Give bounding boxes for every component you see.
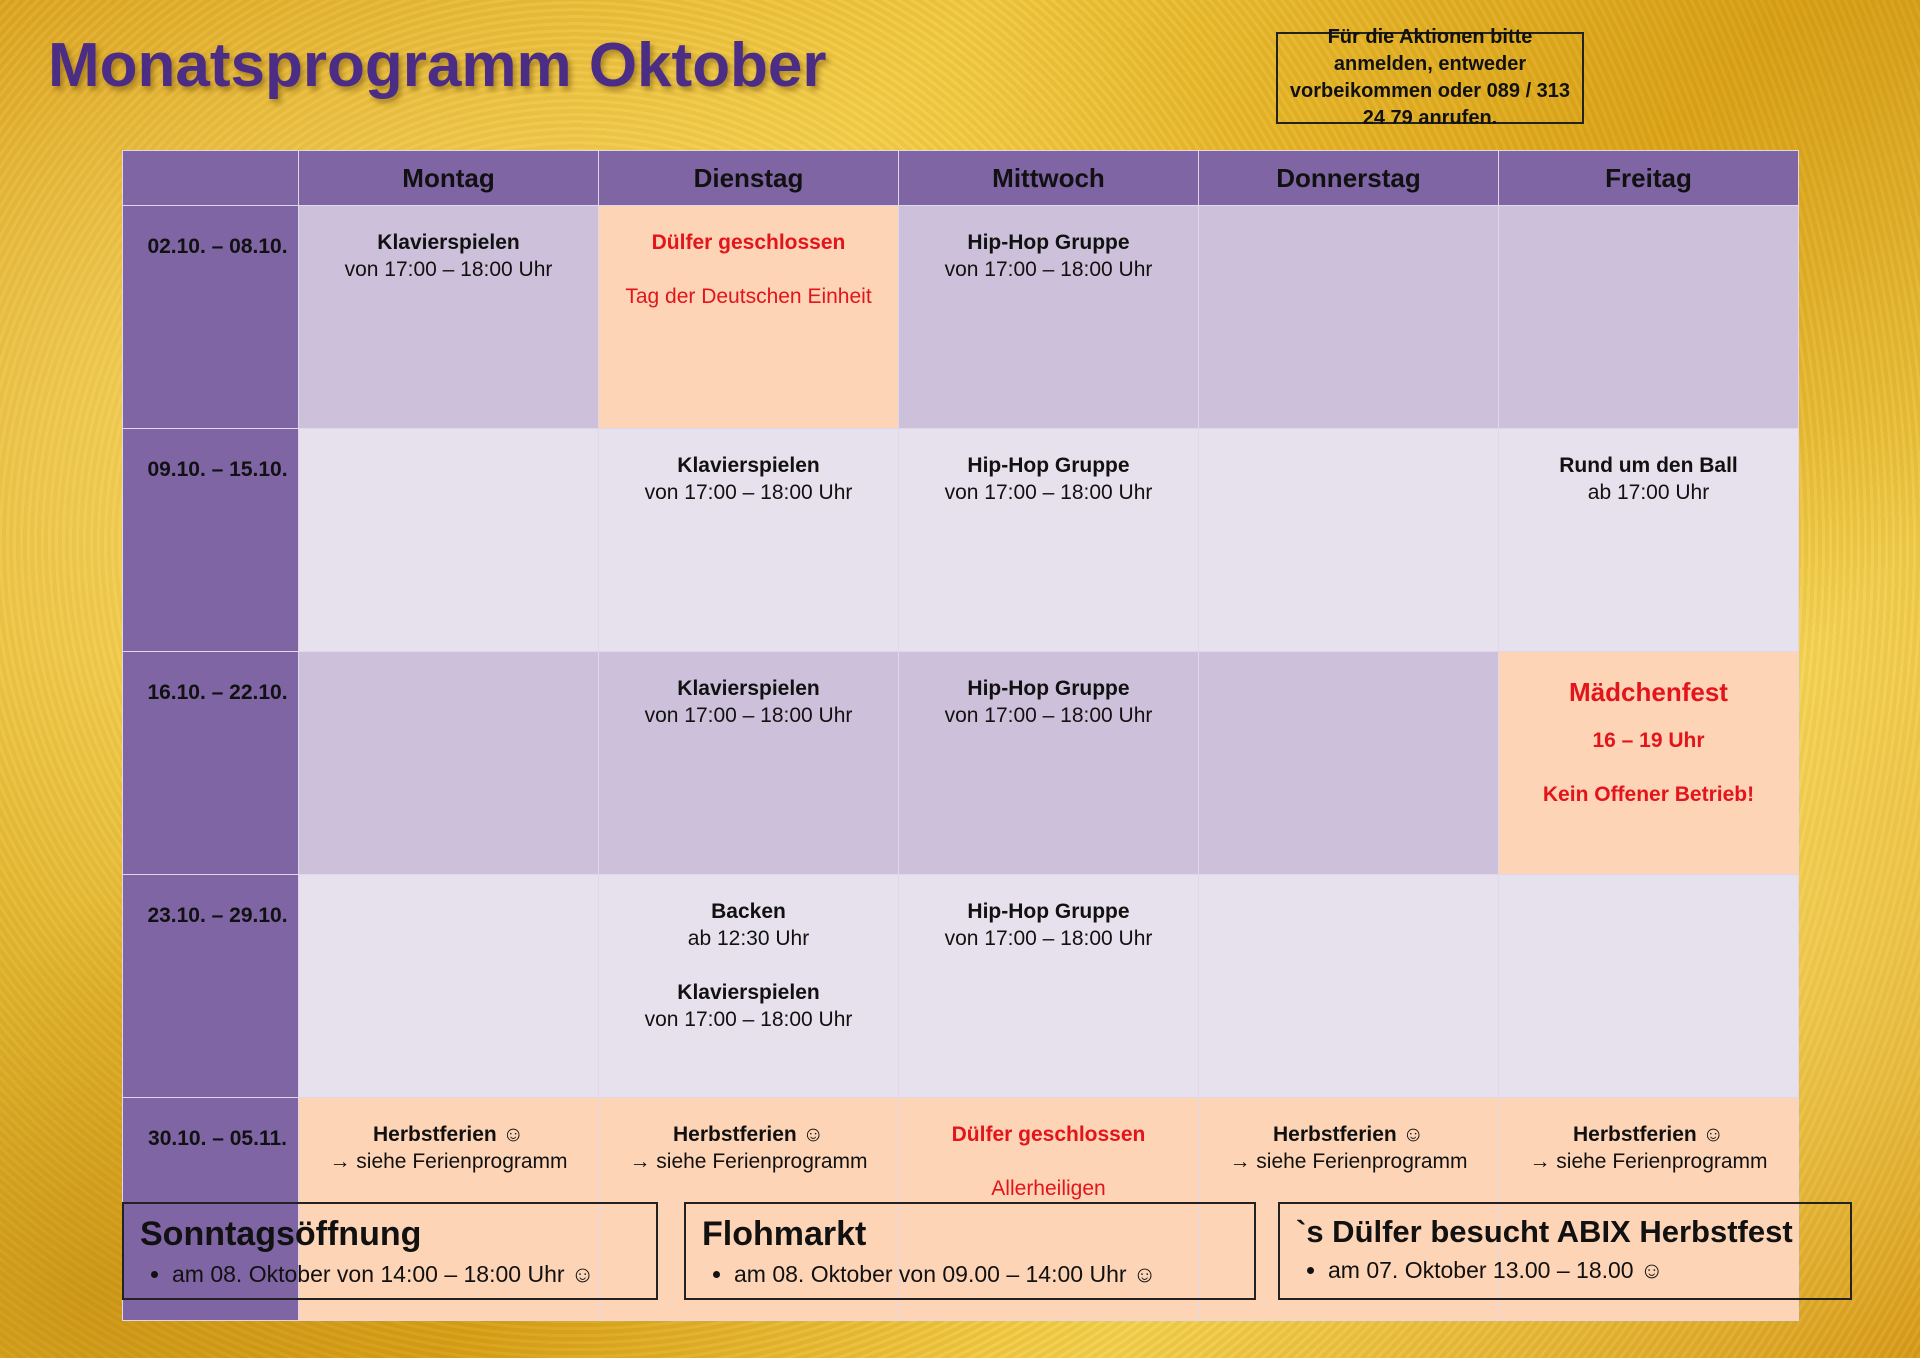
info-box-item: • am 08. Oktober von 14:00 – 18:00 Uhr ☺ bbox=[172, 1260, 640, 1288]
corner-cell bbox=[123, 151, 299, 206]
event-time: von 17:00 – 18:00 Uhr bbox=[644, 481, 853, 504]
event-note: Allerheiligen bbox=[991, 1177, 1106, 1200]
event-title: Herbstferien ☺ bbox=[1273, 1123, 1424, 1146]
info-box-abix-herbstfest bbox=[1278, 1202, 1852, 1300]
event-cell bbox=[899, 429, 1199, 652]
event-cell bbox=[899, 652, 1199, 875]
empty-cell bbox=[1499, 875, 1799, 1098]
week-label: 16.10. – 22.10. bbox=[123, 652, 299, 875]
empty-cell bbox=[1199, 875, 1499, 1098]
empty-cell bbox=[1199, 429, 1499, 652]
closed-cell bbox=[599, 206, 899, 429]
event-title: Klavierspielen bbox=[377, 231, 520, 254]
event-title: Herbstferien ☺ bbox=[373, 1123, 524, 1146]
event-title: Dülfer geschlossen bbox=[951, 1123, 1146, 1146]
event-title: Hip-Hop Gruppe bbox=[967, 231, 1130, 254]
week-label: 09.10. – 15.10. bbox=[123, 429, 299, 652]
event-cell bbox=[899, 206, 1199, 429]
event-time: ab 17:00 Uhr bbox=[1587, 481, 1710, 504]
week-row bbox=[123, 652, 1799, 875]
empty-cell bbox=[299, 652, 599, 875]
header-row bbox=[123, 151, 1799, 206]
event-title: Backen bbox=[711, 900, 786, 923]
event-time: von 17:00 – 18:00 Uhr bbox=[644, 704, 853, 727]
info-box-list bbox=[702, 1260, 1238, 1288]
event-cell bbox=[599, 652, 899, 875]
week-row bbox=[123, 429, 1799, 652]
empty-cell bbox=[1199, 206, 1499, 429]
week-row bbox=[123, 875, 1799, 1098]
empty-cell bbox=[1199, 652, 1499, 875]
info-box-list bbox=[140, 1260, 640, 1288]
event-time: von 17:00 – 18:00 Uhr bbox=[944, 258, 1153, 281]
event-title: Hip-Hop Gruppe bbox=[967, 677, 1130, 700]
event-note: → siehe Ferienprogramm bbox=[629, 1150, 868, 1173]
info-box-title: `s Dülfer besucht ABIX Herbstfest bbox=[1296, 1214, 1793, 1249]
event-title: Hip-Hop Gruppe bbox=[967, 454, 1130, 477]
event-note: Tag der Deutschen Einheit bbox=[625, 285, 872, 308]
info-box-flohmarkt bbox=[684, 1202, 1256, 1300]
day-header-montag: Montag bbox=[299, 151, 599, 206]
event-cell bbox=[599, 429, 899, 652]
event-title: Klavierspielen bbox=[677, 454, 820, 477]
day-header-donnerstag: Donnerstag bbox=[1199, 151, 1499, 206]
event-time: von 17:00 – 18:00 Uhr bbox=[644, 1008, 853, 1031]
event-title: Herbstferien ☺ bbox=[1573, 1123, 1724, 1146]
info-box-title: Flohmarkt bbox=[702, 1215, 867, 1253]
event-cell bbox=[899, 875, 1199, 1098]
page-title: Monatsprogramm Oktober bbox=[48, 31, 827, 100]
event-cell bbox=[299, 206, 599, 429]
event-note: → siehe Ferienprogramm bbox=[1229, 1150, 1468, 1173]
info-box-list bbox=[1296, 1256, 1834, 1284]
event-note: → siehe Ferienprogramm bbox=[1529, 1150, 1768, 1173]
info-box-title: Sonntagsöffnung bbox=[140, 1215, 422, 1253]
event-note: Kein Offener Betrieb! bbox=[1542, 783, 1755, 806]
info-box-sonntagsoeffnung bbox=[122, 1202, 658, 1300]
event-time: von 17:00 – 18:00 Uhr bbox=[944, 927, 1153, 950]
empty-cell bbox=[299, 429, 599, 652]
empty-cell bbox=[1499, 206, 1799, 429]
event-time: von 17:00 – 18:00 Uhr bbox=[344, 258, 553, 281]
event-cell bbox=[1499, 429, 1799, 652]
event-time: von 17:00 – 18:00 Uhr bbox=[944, 481, 1153, 504]
registration-notice: Für die Aktionen bitte anmelden, entweder vorbeikommen oder 089 / 313 24 79 anrufen. bbox=[1276, 32, 1584, 124]
info-box-item: • am 08. Oktober von 09.00 – 14:00 Uhr ☺ bbox=[734, 1260, 1238, 1288]
event-title: Mädchenfest bbox=[1569, 677, 1728, 707]
week-label: 02.10. – 08.10. bbox=[123, 206, 299, 429]
info-box-item: • am 07. Oktober 13.00 – 18.00 ☺ bbox=[1328, 1256, 1834, 1284]
maedchenfest-cell bbox=[1499, 652, 1799, 875]
week-label: 23.10. – 29.10. bbox=[123, 875, 299, 1098]
week-label: 30.10. – 05.11. bbox=[123, 1098, 299, 1321]
event-time: von 17:00 – 18:00 Uhr bbox=[944, 704, 1153, 727]
schedule-table bbox=[122, 150, 1799, 1321]
day-header-dienstag: Dienstag bbox=[599, 151, 899, 206]
week-row bbox=[123, 206, 1799, 429]
event-time: ab 12:30 Uhr bbox=[687, 927, 810, 950]
event-title: Klavierspielen bbox=[677, 981, 820, 1004]
event-note: → siehe Ferienprogramm bbox=[329, 1150, 568, 1173]
event-title: Dülfer geschlossen bbox=[651, 231, 846, 254]
event-title: Klavierspielen bbox=[677, 677, 820, 700]
event-title: Hip-Hop Gruppe bbox=[967, 900, 1130, 923]
event-cell bbox=[599, 875, 899, 1098]
day-header-mittwoch: Mittwoch bbox=[899, 151, 1199, 206]
event-title: Rund um den Ball bbox=[1559, 454, 1738, 477]
empty-cell bbox=[299, 875, 599, 1098]
event-time: 16 – 19 Uhr bbox=[1592, 729, 1705, 752]
event-title: Herbstferien ☺ bbox=[673, 1123, 824, 1146]
day-header-freitag: Freitag bbox=[1499, 151, 1799, 206]
